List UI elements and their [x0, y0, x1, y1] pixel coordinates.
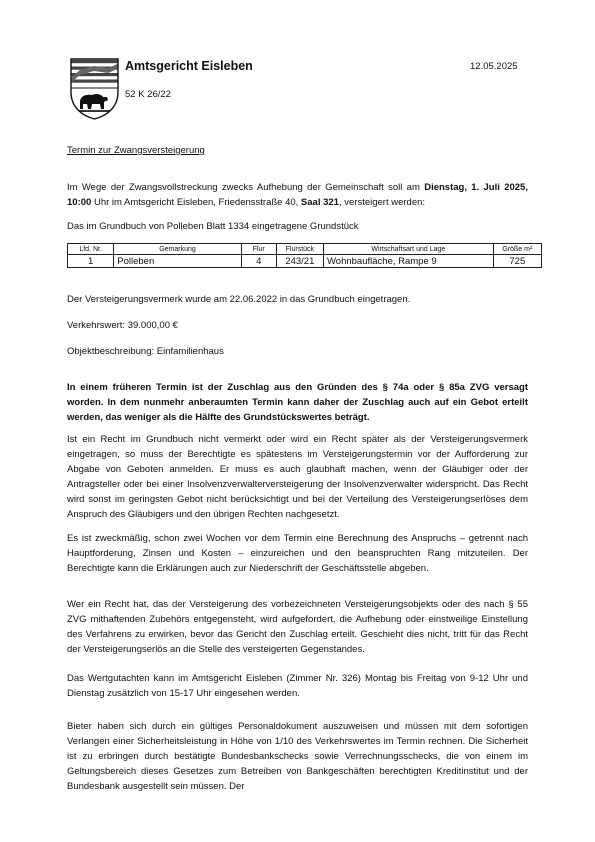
column-header: Wirtschaftsart und Lage — [324, 244, 494, 255]
document-date: 12.05.2025 — [470, 61, 518, 72]
file-number: 52 K 26/22 — [125, 89, 171, 100]
column-header: Gemarkung — [114, 244, 241, 255]
object-description: Objektbeschreibung: Einfamilienhaus — [67, 346, 224, 357]
column-header: Größe m² — [493, 244, 541, 255]
intro-paragraph: Im Wege der Zwangsvollstreckung zwecks Aufhebung der Gemeinschaft soll am Dienstag, 1. Juli 2025, 10:00 Uhr im Amtsgericht Eisleben, Friedensstraße 40, Saal 321, versteigert werden: — [67, 182, 528, 208]
warning-paragraph: In einem früheren Termin ist der Zuschlag aus den Gründen des § 74a oder § 85a ZVG versagt worden. In dem nunmehr anberaumten Termin kann daher der Zuschlag auch auf ein Gebot erteilt werden, das weniger als die Hälfte des Grundstückswertes beträgt. — [67, 382, 528, 423]
table-header-row — [68, 244, 542, 255]
entry-note: Der Versteigerungsvermerk wurde am 22.06.2022 in das Grundbuch eingetragen. — [67, 294, 411, 305]
saxony-anhalt-coat-of-arms-icon — [70, 58, 119, 120]
property-table — [67, 243, 542, 268]
table-cell: 4 — [241, 255, 276, 268]
table-cell: 243/21 — [276, 255, 323, 268]
column-header: Lfd. Nr. — [68, 244, 114, 255]
opposition-paragraph: Wer ein Recht hat, das der Versteigerung des vorbezeichneten Versteigerungsobjekts oder des nach § 55 ZVG mithaftenden Zubehörs entgegensteht, wird aufgefordert, die Aufhebung oder einstweilige Einstellung des Verfahrens zu erwirken, bevor das Gericht den Zuschlag erteilt. Geschieht dies nicht, tritt für das Recht der Versteigerungserlös an die Stelle des versteigerten Gegenstandes. — [67, 599, 528, 655]
column-header: Flurstück — [276, 244, 323, 255]
bidders-paragraph: Bieter haben sich durch ein gültiges Personaldokument auszuweisen und müssen mit dem sofortigen Verlangen einer Sicherheitsleistung in Höhe von 1/10 des Verkehrswertes im Termin rechnen. Die Sicherheit ist zu erbringen durch bestätigte Bundesbankschecks sowie Verrechnungsschecks, die von einem im Geltungsbereich dieses Gesetzes zum Betreiben von Bankgeschäften berechtigten Kreditinstitut und der Bundesbank ausgestellt sein müssen. Der — [67, 721, 528, 792]
table-cell: Wohnbaufläche, Rampe 9 — [324, 255, 494, 268]
registry-line: Das im Grundbuch von Polleben Blatt 1334 eingetragene Grundstück — [67, 221, 359, 232]
table-cell: 1 — [68, 255, 114, 268]
table-row — [68, 255, 542, 268]
market-value: Verkehrswert: 39.000,00 € — [67, 320, 178, 331]
claims-paragraph: Es ist zweckmäßig, schon zwei Wochen vor dem Termin eine Berechnung des Anspruchs – getrennt nach Hauptforderung, Zinsen und Kosten – einzureichen und den beanspruchten Rang mitzuteilen. Der Berechtigte kann die Erklärungen auch zur Niederschrift der Geschäftsstelle abgeben. — [67, 533, 528, 574]
table-cell: 725 — [493, 255, 541, 268]
column-header: Flur — [241, 244, 276, 255]
appraisal-paragraph: Das Wertgutachten kann im Amtsgericht Eisleben (Zimmer Nr. 326) Montag bis Freitag von 9-12 Uhr und Dienstag zusätzlich von 15-17 Uhr eingesehen werden. — [67, 673, 528, 699]
rights-paragraph: Ist ein Recht im Grundbuch nicht vermerkt oder wird ein Recht später als der Versteigerungsvermerk eingetragen, so muss der Berechtigte es spätestens im Versteigerungstermin vor der Aufforderung zur Abgabe von Geboten anmelden. Er muss es auch glaubhaft machen, wenn der Gläubiger oder der Antragsteller oder bei einer Insolvenzverwalterversteigerung der Insolvenzverwalter widerspricht. Das Recht wird sonst im geringsten Gebot nicht berücksichtigt und bei der Verteilung des Versteigerungserlöses dem Anspruch des Gläubigers und den übrigen Rechten nachgesetzt. — [67, 434, 528, 520]
table-cell: Polleben — [114, 255, 241, 268]
court-name: Amtsgericht Eisleben — [125, 59, 253, 73]
document-title: Termin zur Zwangsversteigerung — [67, 145, 205, 156]
